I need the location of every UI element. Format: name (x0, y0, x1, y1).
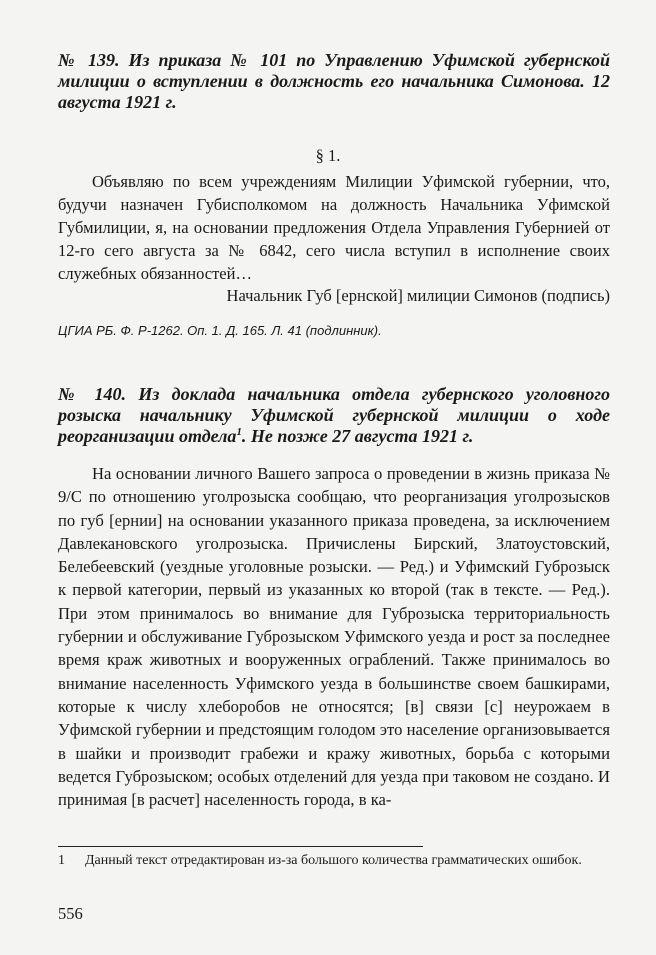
document-140-paragraph: На основании личного Вашего запроса о проведении в жизнь приказа № 9/С по отношению уголрозыска сообщаю, что реорганизация уголрозысков по губ [ернии] на основании указанного приказа проведена, за исключением Давлекановского уголрозыска. Причислены Бирский, Златоустовский, Белебеевский (уездные уголовные розыски. — Ред.) и Уфимский Губрозыск к первой категории, первый из указанных ко второй (так в тексте. — Ред.). При этом принималось во внимание для Губрозыска территориальность губернии и обслуживание Губрозыском Уфимского уезда и рост за последнее время краж животных и вооруженных ограблений. Также принималось во внимание населенность Уфимского уезда в большинстве своем башкирами, которые к числу хлеборобов не относятся; [в] связи [с] неурожаем в Уфимской губернии и предстоящим голодом это население организовывается в шайки и производит грабежи и кражу животных, борьба с которыми ведется Губрозыском; особых отделений для уезда при таковом не создано. И принимая [в расчет] населенность города, в ка- (58, 464, 610, 810)
footnote (58, 852, 610, 870)
page-number: 556 (58, 904, 83, 923)
footnote-text: Данный текст отредактирован из-за большого количества грамматических ошибок. (85, 853, 582, 868)
document-140-heading-date: . Не позже 27 августа 1921 г. (241, 426, 474, 446)
document-139-paragraph: Объявляю по всем учреждениям Милиции Уфимской губернии, что, будучи назначен Губисполкомом на должность Начальника Уфимской Губмилиции, я, на основании предложения Отдела Управления Губернией от 12-го сего августа за № 6842, сего числа вступил в исполнение своих служебных обязанностей… (58, 172, 610, 283)
document-140-heading (58, 384, 610, 447)
footnote-number: 1 (58, 853, 65, 868)
document-139-body (58, 170, 610, 285)
signature-line: Начальник Губ [ернской] милиции Симонов (подпись) (226, 286, 610, 305)
footnote-reference: 1 (236, 426, 242, 438)
document-139-heading: № 139. Из приказа № 101 по Управлению Уфимской губернской милиции о вступлении в должность его начальника Симонова. 12 августа 1921 г. (58, 50, 610, 112)
document-140-heading-text: № 140. Из доклада начальника отдела губернского уголовного розыска начальнику Уфимской губернской милиции о ходе реорганизации отдела (58, 384, 610, 446)
footnote-divider (58, 846, 423, 847)
archive-reference: ЦГИА РБ. Ф. Р-1262. Оп. 1. Д. 165. Л. 41 (подлинник). (58, 323, 382, 338)
section-marker: § 1. (315, 146, 341, 165)
document-140-body (58, 462, 610, 811)
